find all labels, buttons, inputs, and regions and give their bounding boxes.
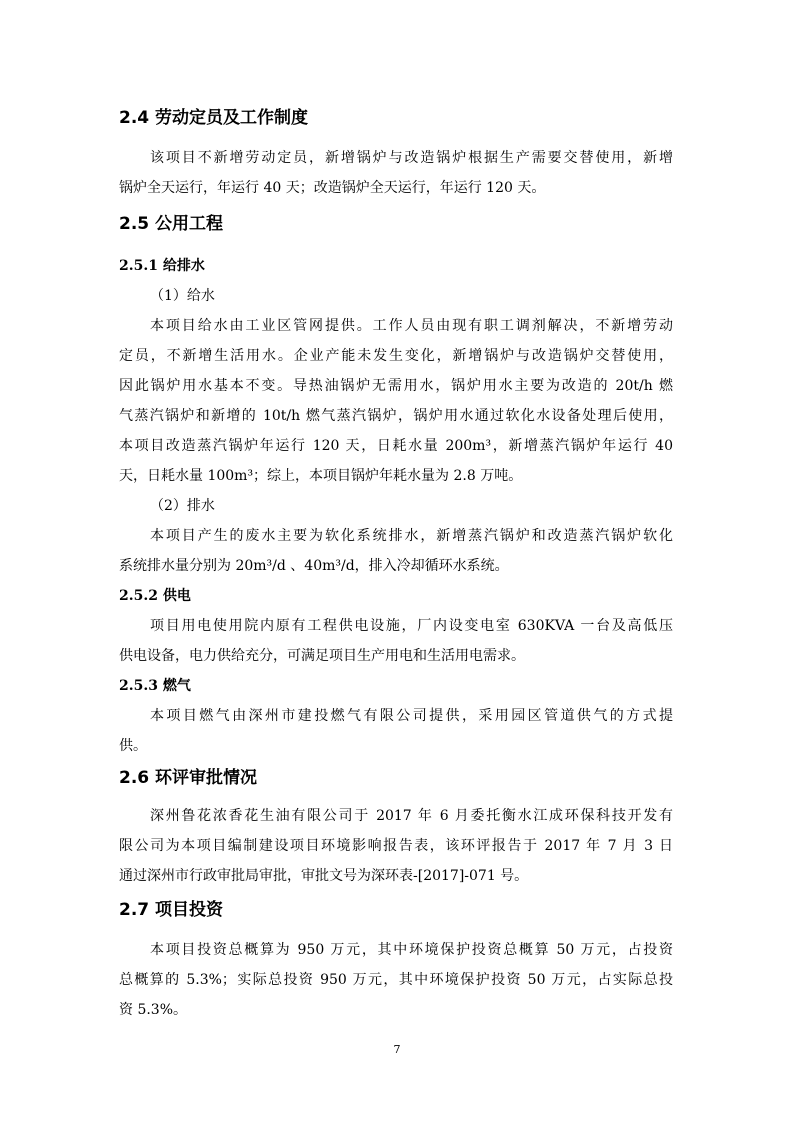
paragraph-line: 因此锅炉用水基本不变。导热油锅炉无需用水，锅炉用水主要为改造的 20t/h 燃 bbox=[119, 378, 673, 394]
paragraph-line: 本项目燃气由深州市建投燃气有限公司提供，采用园区管道供气的方式提 bbox=[150, 708, 673, 724]
paragraph-line: 项目用电使用院内原有工程供电设施，厂内设变电室 630KVA 一台及高低压 bbox=[150, 618, 673, 634]
paragraph-line: 本项目投资总概算为 950 万元，其中环境保护投资总概算 50 万元，占投资 bbox=[150, 942, 673, 958]
section-heading-2-6: 2.6 环评审批情况 bbox=[119, 768, 258, 788]
paragraph-line: 本项目给水由工业区管网提供。工作人员由现有职工调剂解决，不新增劳动 bbox=[150, 318, 673, 334]
subsection-heading-2-5-1: 2.5.1 给排水 bbox=[119, 258, 205, 274]
item-title-drainage: （2）排水 bbox=[150, 498, 215, 514]
paragraph-line: 通过深州市行政审批局审批，审批文号为深环表-[2017]-071 号。 bbox=[119, 868, 529, 884]
paragraph-line: 总概算的 5.3%；实际总投资 950 万元，其中环境保护投资 50 万元，占实际总投 bbox=[119, 972, 673, 988]
paragraph-line: 供。 bbox=[119, 738, 147, 754]
subsection-heading-2-5-3: 2.5.3 燃气 bbox=[119, 678, 191, 694]
section-heading-2-5: 2.5 公用工程 bbox=[119, 214, 224, 234]
paragraph-line: 气蒸汽锅炉和新增的 10t/h 燃气蒸汽锅炉，锅炉用水通过软化水设备处理后使用， bbox=[119, 408, 673, 424]
paragraph-line: 定员，不新增生活用水。企业产能未发生变化，新增锅炉与改造锅炉交替使用， bbox=[119, 348, 673, 364]
paragraph-line: 该项目不新增劳动定员，新增锅炉与改造锅炉根据生产需要交替使用，新增 bbox=[150, 150, 673, 166]
paragraph-line: 本项目产生的废水主要为软化系统排水，新增蒸汽锅炉和改造蒸汽锅炉软化 bbox=[150, 528, 673, 544]
paragraph-line: 深州鲁花浓香花生油有限公司于 2017 年 6 月委托衡水江成环保科技开发有 bbox=[150, 808, 673, 824]
paragraph-line: 天，日耗水量 100m³；综上，本项目锅炉年耗水量为 2.8 万吨。 bbox=[119, 468, 523, 484]
paragraph-line: 资 5.3%。 bbox=[119, 1002, 188, 1018]
paragraph-line: 锅炉全天运行，年运行 40 天；改造锅炉全天运行，年运行 120 天。 bbox=[119, 180, 546, 196]
page-number: 7 bbox=[393, 1043, 401, 1056]
item-title-water-supply: （1）给水 bbox=[150, 288, 215, 304]
section-heading-2-4: 2.4 劳动定员及工作制度 bbox=[119, 108, 309, 128]
paragraph-line: 限公司为本项目编制建设项目环境影响报告表，该环评报告于 2017 年 7 月 3 日 bbox=[119, 838, 673, 854]
paragraph-line: 本项目改造蒸汽锅炉年运行 120 天，日耗水量 200m³，新增蒸汽锅炉年运行 40 bbox=[119, 438, 673, 454]
section-heading-2-7: 2.7 项目投资 bbox=[119, 900, 224, 920]
paragraph-line: 供电设备，电力供给充分，可满足项目生产用电和生活用电需求。 bbox=[119, 648, 525, 664]
paragraph-line: 系统排水量分别为 20m³/d 、40m³/d，排入冷却循环水系统。 bbox=[119, 558, 509, 574]
subsection-heading-2-5-2: 2.5.2 供电 bbox=[119, 588, 191, 604]
